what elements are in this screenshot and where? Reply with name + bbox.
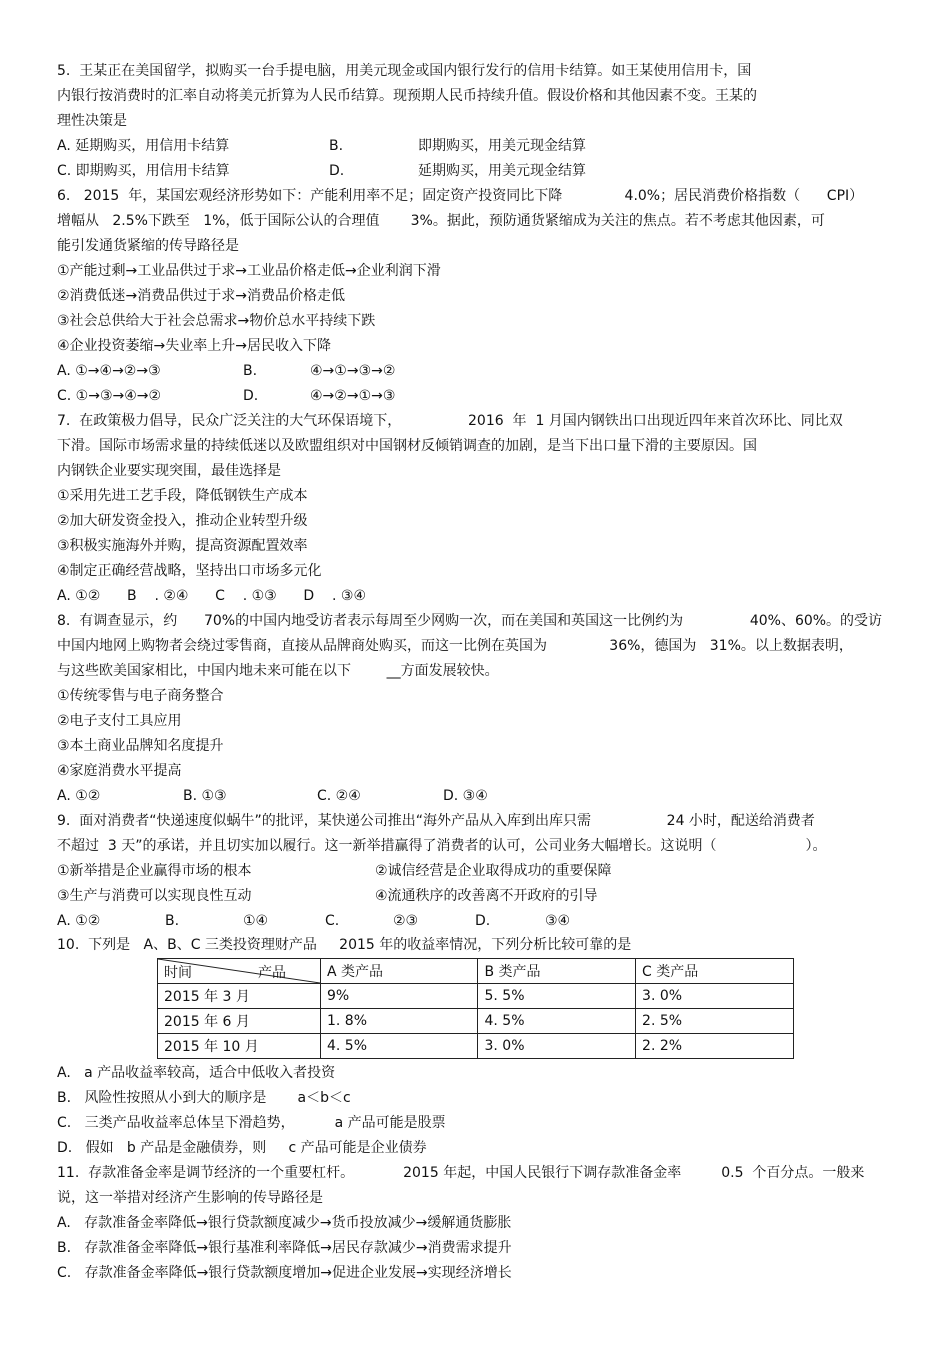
table-header-cell: A 类产品	[321, 959, 478, 984]
corner-label-time: 时间	[164, 965, 192, 981]
table-cell: 4. 5%	[478, 1009, 636, 1034]
q9-item-3: ③生产与消费可以实现良性互动	[57, 888, 252, 904]
q7-item-4: ④制定正确经营战略，坚持出口市场多元化	[57, 563, 322, 579]
table-row	[158, 1009, 794, 1034]
q5-option-a: A. 延期购买，用信用卡结算	[57, 138, 230, 154]
q6-option-c: C. ①→③→④→②	[57, 388, 162, 404]
q8-stem-line3: 与这些欧美国家相比，中国内地未来可能在以下 __方面发展较快。	[57, 663, 499, 679]
table-row	[158, 1034, 794, 1059]
q9-option-a: A. ①②	[57, 913, 101, 929]
q9-option-b-letter: B.	[165, 913, 180, 929]
q5-option-b-letter: B.	[329, 138, 344, 154]
q7-stem-line2: 下滑。国际市场需求量的持续低迷以及欧盟组织对中国钢材反倾销调查的加剧，是当下出口量下滑的主要原因。国	[57, 438, 757, 454]
q9-option-c: ②③	[393, 913, 419, 929]
table-header-cell: B 类产品	[478, 959, 636, 984]
q7-item-2: ②加大研发资金投入，推动企业转型升级	[57, 513, 308, 529]
q6-stem-line3: 能引发通货紧缩的传导路径是	[57, 238, 239, 254]
table-cell: 2. 2%	[636, 1034, 794, 1059]
q6-option-b: ④→①→③→②	[310, 363, 396, 379]
q8-option-b: B. ①③	[183, 788, 227, 804]
q6-option-a: A. ①→④→②→③	[57, 363, 161, 379]
q8-item-3: ③本土商业品牌知名度提升	[57, 738, 224, 754]
q9-option-d-letter: D.	[475, 913, 491, 929]
table-cell: 9%	[321, 984, 478, 1009]
table-cell: 5. 5%	[478, 984, 636, 1009]
q10-option-c: C. 三类产品收益率总体呈下滑趋势， a 产品可能是股票	[57, 1115, 446, 1131]
q7-item-1: ①采用先进工艺手段，降低钢铁生产成本	[57, 488, 308, 504]
table-header-cell: C 类产品	[636, 959, 794, 984]
table-cell: 3. 0%	[478, 1034, 636, 1059]
q6-item-3: ③社会总供给大于社会总需求→物价总水平持续下跌	[57, 313, 376, 329]
table-header-row	[158, 959, 794, 984]
q8-stem-line2: 中国内地网上购物者会绕过零售商，直接从品牌商处购买，而这一比例在英国为 36%，德国为 31%。以上数据表明，	[57, 638, 853, 654]
q9-item-2: ②诚信经营是企业取得成功的重要保障	[375, 863, 612, 879]
table-row	[158, 984, 794, 1009]
table-cell: 3. 0%	[636, 984, 794, 1009]
q6-item-2: ②消费低迷→消费品供过于求→消费品价格走低	[57, 288, 346, 304]
q9-option-c-letter: C.	[325, 913, 340, 929]
q8-item-4: ④家庭消费水平提高	[57, 763, 182, 779]
q9-option-b: ①④	[243, 913, 269, 929]
q10-stem: 10. 下列是 A、B、C 三类投资理财产品 2015 年的收益率情况，下列分析比较可靠的是	[57, 937, 632, 953]
q6-option-b-letter: B.	[243, 363, 258, 379]
table-cell-date: 2015 年 3 月	[158, 984, 321, 1009]
table-cell: 4. 5%	[321, 1034, 478, 1059]
q10-option-b: B. 风险性按照从小到大的顺序是 a＜b＜c	[57, 1090, 351, 1106]
q5-stem-line2: 内银行按消费时的汇率自动将美元折算为人民币结算。现预期人民币持续升值。假设价格和其他因素不变。王某的	[57, 88, 757, 104]
q8-option-a: A. ①②	[57, 788, 101, 804]
q7-stem-line3: 内钢铁企业要实现突围，最佳选择是	[57, 463, 281, 479]
q5-stem-line3: 理性决策是	[57, 113, 127, 129]
q11-stem-line1: 11. 存款准备金率是调节经济的一个重要杠杆。 2015 年起，中国人民银行下调存款准备金率 0.5 个百分点。一般来	[57, 1165, 865, 1181]
q6-stem-line1: 6. 2015 年，某国宏观经济形势如下：产能利用率不足；固定资产投资同比下降 4.0%；居民消费价格指数（ CPI）	[57, 188, 864, 204]
table-cell-date: 2015 年 6 月	[158, 1009, 321, 1034]
q9-item-4: ④流通秩序的改善离不开政府的引导	[375, 888, 598, 904]
table-corner-cell	[158, 959, 321, 984]
q11-stem-line2: 说，这一举措对经济产生影响的传导路径是	[57, 1190, 323, 1206]
q9-option-d: ③④	[545, 913, 571, 929]
q5-option-c: C. 即期购买，用信用卡结算	[57, 163, 230, 179]
q7-choices: A. ①② B . ②④ C . ①③ D . ③④	[57, 588, 367, 604]
q5-option-b: 即期购买，用美元现金结算	[418, 138, 586, 154]
q11-option-c: C. 存款准备金率降低→银行贷款额度增加→促进企业发展→实现经济增长	[57, 1265, 512, 1281]
table-cell: 2. 5%	[636, 1009, 794, 1034]
q8-item-1: ①传统零售与电子商务整合	[57, 688, 224, 704]
q8-item-2: ②电子支付工具应用	[57, 713, 182, 729]
q5-option-d-letter: D.	[329, 163, 345, 179]
table-cell: 1. 8%	[321, 1009, 478, 1034]
q6-item-4: ④企业投资萎缩→失业率上升→居民收入下降	[57, 338, 332, 354]
q10-option-d: D. 假如 b 产品是金融债券，则 c 产品可能是企业债券	[57, 1140, 427, 1156]
q8-stem-line1: 8. 有调查显示，约 70%的中国内地受访者表示每周至少网购一次，而在美国和英国这一比例约为 40%、60%。的受访	[57, 613, 883, 629]
q11-option-a: A. 存款准备金率降低→银行贷款额度减少→货币投放减少→缓解通货膨胀	[57, 1215, 512, 1231]
q8-option-c: C. ②④	[317, 788, 361, 804]
q10-yield-table	[157, 958, 794, 1059]
q6-option-d: ④→②→①→③	[310, 388, 396, 404]
q10-option-a: A. a 产品收益率较高，适合中低收入者投资	[57, 1065, 336, 1081]
q6-item-1: ①产能过剩→工业品供过于求→工业品价格走低→企业利润下滑	[57, 263, 441, 279]
q9-stem-line1: 9. 面对消费者“快递速度似蜗牛”的批评，某快递公司推出“海外产品从入库到出库只需 24 小时，配送给消费者	[57, 813, 815, 829]
corner-label-product: 产品	[258, 965, 286, 981]
q5-option-d: 延期购买，用美元现金结算	[418, 163, 586, 179]
q9-stem-line2: 不超过 3 天”的承诺，并且切实加以履行。这一新举措赢得了消费者的认可，公司业务大幅增长。这说明（ ）。	[57, 838, 827, 854]
table-cell-date: 2015 年 10 月	[158, 1034, 321, 1059]
q7-stem-line1: 7. 在政策极力倡导，民众广泛关注的大气环保语境下， 2016 年 1 月国内钢铁出口出现近四年来首次环比、同比双	[57, 413, 843, 429]
q11-option-b: B. 存款准备金率降低→银行基准利率降低→居民存款减少→消费需求提升	[57, 1240, 512, 1256]
q5-stem-line1: 5. 王某正在美国留学，拟购买一台手提电脑，用美元现金或国内银行发行的信用卡结算。如王某使用信用卡，国	[57, 63, 752, 79]
q7-item-3: ③积极实施海外并购，提高资源配置效率	[57, 538, 308, 554]
q9-item-1: ①新举措是企业赢得市场的根本	[57, 863, 252, 879]
q6-option-d-letter: D.	[243, 388, 259, 404]
q6-stem-line2: 增幅从 2.5%下跌至 1%，低于国际公认的合理值 3%。据此，预防通货紧缩成为关注的焦点。若不考虑其他因素，可	[57, 213, 825, 229]
q8-option-d: D. ③④	[443, 788, 488, 804]
